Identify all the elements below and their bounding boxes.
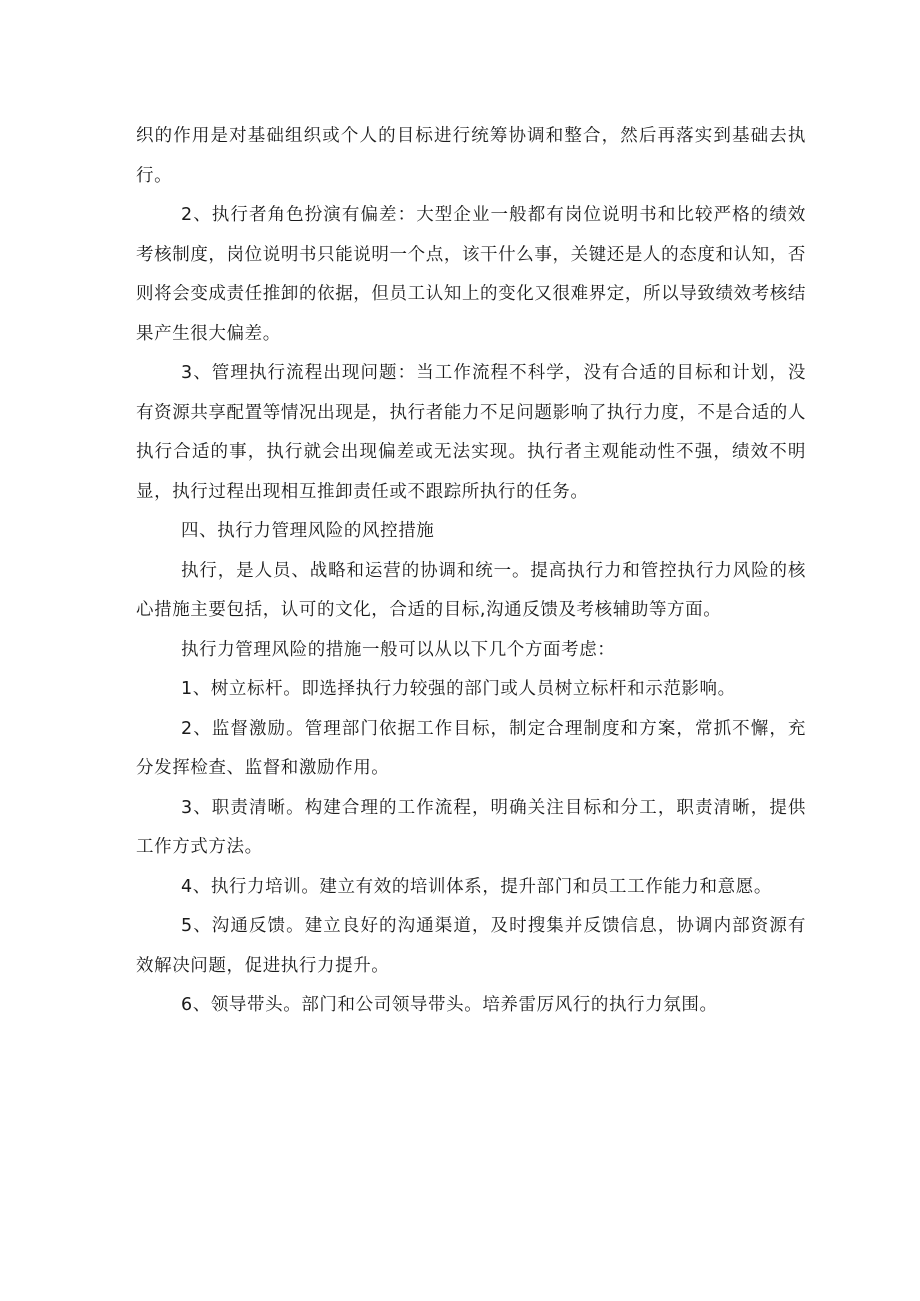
paragraph-process-problems: 3、管理执行流程出现问题：当工作流程不科学，没有合适的目标和计划，没有资源共享配置等情况出现是，执行者能力不足问题影响了执行力度，不是合适的人执行合适的事，执行就会出现偏差或无法实现。执行者主观能动性不强，绩效不明显，执行过程出现相互推卸责任或不跟踪所执行的任务。 (136, 363, 806, 502)
paragraph-role-deviation: 2、执行者角色扮演有偏差：大型企业一般都有岗位说明书和比较严格的绩效考核制度，岗位说明书只能说明一个点，该干什么事，关键还是人的态度和认知，否则将会变成责任推卸的依据，但员工认知上的变化又很难界定，所以导致绩效考核结果产生很大偏差。 (136, 205, 806, 344)
paragraph-measures-intro: 执行力管理风险的措施一般可以从以下几个方面考虑： (181, 639, 616, 660)
body-text (136, 117, 806, 1026)
paragraph-continuation: 织的作用是对基础组织或个人的目标进行统筹协调和整合，然后再落实到基础去执行。 (136, 126, 806, 186)
section-heading-risk-control: 四、执行力管理风险的风控措施 (181, 521, 435, 541)
list-item-responsibility: 3、职责清晰。构建合理的工作流程，明确关注目标和分工，职责清晰，提供工作方式方法。 (136, 797, 806, 857)
list-item-supervision: 2、监督激励。管理部门依据工作目标，制定合理制度和方案，常抓不懈，充分发挥检查、监督和激励作用。 (136, 718, 806, 778)
list-item-leadership: 6、领导带头。部门和公司领导带头。培养雷厉风行的执行力氛围。 (181, 995, 718, 1015)
paragraph-execution-definition: 执行，是人员、战略和运营的协调和统一。提高执行力和管控执行力风险的核心措施主要包括，认可的文化，合适的目标,沟通反馈及考核辅助等方面。 (136, 560, 806, 620)
list-item-benchmark: 1、树立标杆。即选择执行力较强的部门或人员树立标杆和示范影响。 (181, 679, 736, 699)
list-item-training: 4、执行力培训。建立有效的培训体系，提升部门和员工工作能力和意愿。 (181, 876, 772, 897)
list-item-communication: 5、沟通反馈。建立良好的沟通渠道，及时搜集并反馈信息，协调内部资源有效解决问题，促进执行力提升。 (136, 916, 806, 976)
